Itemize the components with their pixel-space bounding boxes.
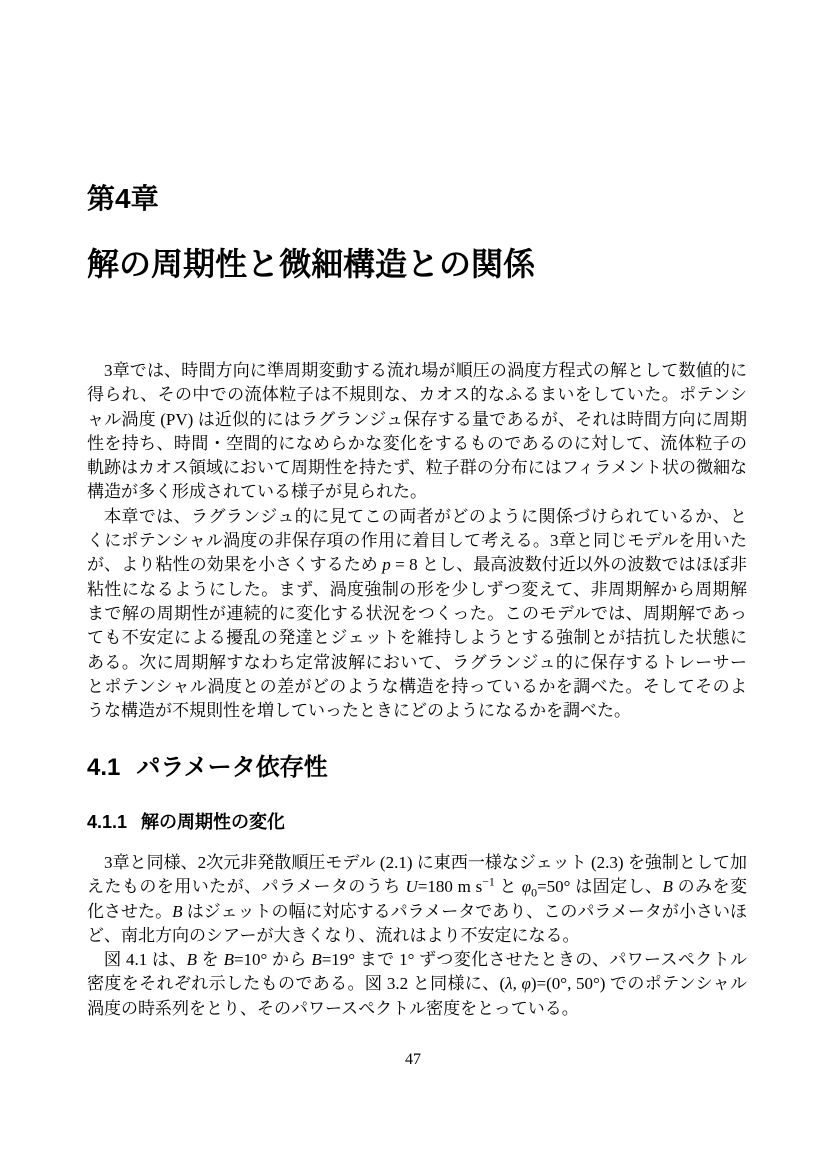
section-title: パラメータ依存性 bbox=[136, 754, 328, 781]
intro-paragraphs bbox=[87, 359, 747, 723]
subsection-number: 4.1.1 bbox=[87, 812, 128, 832]
section-heading-4-1 bbox=[87, 753, 328, 783]
page-number: 47 bbox=[405, 1051, 421, 1068]
paragraph-3: 3章と同様、2次元非発散順圧モデル (2.1) に東西一様なジェット (2.3) を強制として加えたものを用いたが、パラメータのうち U=180 m $s^{-1}$ と $\varphi_0=50^\circ$ は固定し、B のみを変化させた。B はジェットの幅に対応するパラメータであり、このパラメータが小さいほど、南北方向のシアーが大きくなり、流れはより不安定になる。 bbox=[87, 853, 748, 945]
section-number: 4.1 bbox=[87, 754, 121, 781]
subsection-heading-4-1-1 bbox=[87, 810, 285, 834]
chapter-title: 解の周期性と微細構造との関係 bbox=[87, 246, 536, 282]
paragraph-2: 本章では、ラグランジュ的に見てこの両者がどのように関係づけられているか、とくにポテンシャル渦度の非保存項の作用に着目して考える。3章と同じモデルを用いたが、より粘性の効果を小さくするため p = 8 とし、最高波数付近以外の波数ではほぼ非粘性になるようにした。まず、渦度強制の形を少しずつ変えて、非周期解から周期解まで解の周期性が連続的に変化する状況をつくった。このモデルでは、周期解であっても不安定による擾乱の発達とジェットを維持しようとする強制とが拮抗した状態にある。次に周期解すなわち定常波解において、ラグランジュ的に保存するトレーサーとポテンシャル渦度との差がどのような構造を持っているかを調べた。そしてそのような構造が不規則性を増していったときにどのようになるかを調べた。 bbox=[87, 506, 748, 721]
paragraph-1: 3章では、時間方向に準周期変動する流れ場が順圧の渦度方程式の解として数値的に得られ、その中での流体粒子は不規則な、カオス的なふるまいをしていた。ポテンシャル渦度 (PV) は近似的にはラグランジュ保存する量であるが、それは時間方向に周期性を持ち、時間・空間的になめらかな変化をするものであるのに対して、流体粒子の軌跡はカオス領域において周期性を持たず、粒子群の分布にはフィラメント状の微細な構造が多く形成されている様子が見られた。 bbox=[87, 361, 747, 502]
subsection-title: 解の周期性の変化 bbox=[141, 812, 286, 832]
subsection-paragraphs bbox=[87, 851, 747, 1021]
chapter-number: 第4章 bbox=[87, 183, 159, 214]
chapter-heading-block bbox=[87, 183, 747, 283]
paragraph-4: 図 4.1 は、B を B=10° から B=19° まで 1° ずつ変化させたときの、パワースペクトル密度をそれぞれ示したものである。図 3.2 と同様に、(λ, φ)=(0°, 50°) でのポテンシャル渦度の時系列をとり、そのパワースペクトル密度をとっている。 bbox=[87, 950, 748, 1018]
